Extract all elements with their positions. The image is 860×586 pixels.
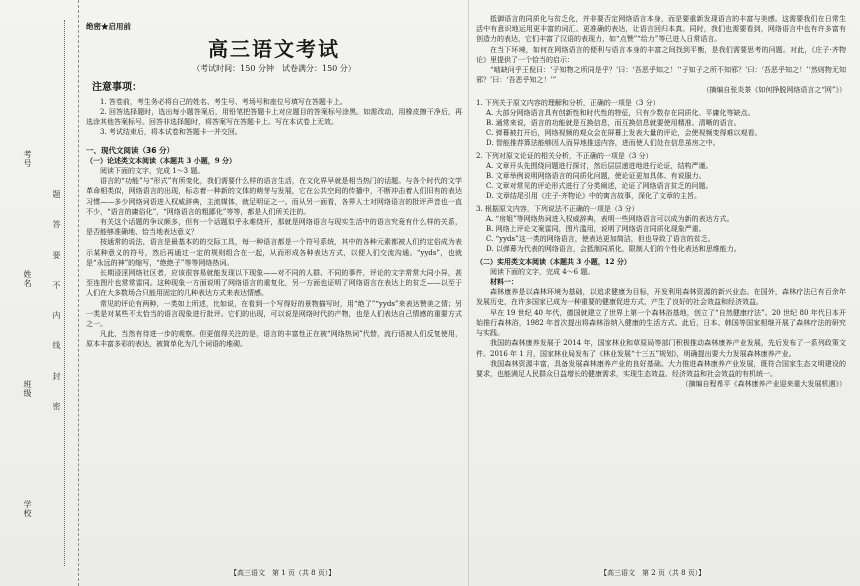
passage-paragraph: 长期浸淫网络社区者，应该很容易就能发现以下现象——对不同的人群、不同的事件，评论的文字常常大同小异，甚至连图片也常常雷同。这种现象一方面说明了网络语言的重复化，另一方面也证明了网络语言在表达上的贫乏——以至于人们在大多数场合只能用固定的几种表达方式来表达情感。 bbox=[86, 269, 462, 298]
option: B. 文章举例说明网络语言的同质化问题，使论证更加具体、有说服力。 bbox=[486, 172, 706, 181]
instruction: 阅读下面的文字，完成 1～3 题。 bbox=[100, 167, 205, 176]
seal-char: 要 bbox=[52, 250, 61, 259]
seal-char: 密 bbox=[52, 401, 61, 410]
secret-mark: 绝密★启用前 bbox=[86, 22, 131, 31]
question-1: 1. 下列关于原文内容的理解和分析，正确的一项是（3 分） bbox=[476, 98, 660, 107]
page-1-footer: 【高三语文 第 1 页（共 8 页）】 bbox=[230, 569, 336, 577]
material-label: 材料一： bbox=[490, 277, 518, 287]
instruction: 阅读下面的文字，完成 4～6 题。 bbox=[490, 267, 595, 276]
passage-paragraph: 凡此，当然有待进一步的观察。但更值得关注的是，语言的丰富性正在被“网络热词”代替，流行语被人们反复使用，原本丰富多彩的表达，被简单化为几个词语的堆砌。 bbox=[86, 330, 462, 349]
material-paragraph: 我国森林资源丰富，具备发展森林康养产业的良好基础。大力推进森林康养产业发展，既符合国家生态文明建设的要求，也能满足人民群众日益增长的健康需求，实现生态效益、经济效益和社会效益的有机统一。 bbox=[476, 359, 846, 378]
source-citation: （摘编自张炎茶《如何挣脱网络语言之“网”》） bbox=[702, 86, 846, 95]
seal-char: 内 bbox=[52, 311, 61, 320]
passage-quote: “啮缺问乎王倪曰：‘子知物之所同是乎？’曰：‘吾恶乎知之！’‘子知子之所不知邪？’曰：‘吾恶乎知之！’‘然则物无知邪？’曰：‘吾恶乎知之！’” bbox=[476, 66, 846, 85]
option: B. 网络上评论文案雷同，图片滥用，说明了网络语言同质化现象严重。 bbox=[486, 225, 706, 234]
material-paragraph: 早在 19 世纪 40 年代，德国就建立了世界上第一个森林浴基地，创立了“自然健康疗法”。20 世纪 80 年代日本开始推行森林浴，1982 年首次提出将森林浴纳入健康的生活方式。此后，日本、韩国等国家相继开展了森林疗法的研究与实践。 bbox=[476, 308, 846, 338]
subsection-heading: （一）论述类文本阅读（本题共 3 小题，9 分） bbox=[86, 155, 237, 165]
option: A. “房姐”等网络热词进入权威辞典，表明一些网络语言可以成为新的表达方式。 bbox=[486, 214, 734, 223]
notice-item: 3. 考试结束后，将本试卷和答题卡一并交回。 bbox=[100, 128, 242, 137]
page-2-footer: 【高三语文 第 2 页（共 8 页）】 bbox=[600, 569, 706, 577]
passage-paragraph: 抵御语言的同质化与贫乏化，并非要否定网络语言本身，而是要重新发现语言的丰富与美感。这需要我们在日常生活中有意识地运用更丰富的词汇、更准确的表达，让语言回归本真。同时，我们也需要看到，网络语言中也有许多富有创造力的表达，它们丰富了汉语的表现力，如“点赞”“给力”等已进入日常语言。 bbox=[476, 15, 846, 44]
exam-meta: （考试时间：150 分钟 试卷满分：150 分） bbox=[192, 64, 356, 74]
passage-paragraph: 常见的评论有两种，一类如上所述，比如说，在看到一个写得好的景物描写时，用“绝了”“yyds”来表达赞美之情；另一类是对某些不太恰当的语言现象进行批评。它们的出现，可以说是网络时代的产物，也是人们表达自己情感的重要方式之一。 bbox=[86, 299, 462, 329]
material-paragraph: 森林康养是以森林环境为基础，以追求健康为目标，开发利用森林资源的新兴业态。在国外，森林疗法已有百余年发展历史，在许多国家已成为一种重要的健康促进方式，产生了良好的社会效益和经济效益。 bbox=[476, 288, 846, 307]
exam-no-label: 考号 bbox=[23, 150, 32, 168]
option: B. 通常来说，语言的功能就是互换信息，而互换信息就要使用精准、清晰的语言。 bbox=[486, 119, 741, 128]
option: C. 文章对常见的评论形式进行了分类阐述，论证了网络语言贫乏的问题。 bbox=[486, 182, 713, 191]
option: A. 大部分网络语言具有创新性和时代性的特征，只有少数存在同质化、平庸化等缺点。 bbox=[486, 108, 755, 117]
passage-paragraph: 有关这个话题的争议颇多，但有一个话题似乎永难绕开，那就是网络语言与现实生活中的语言究竟有什么样的关系，是否能够准确地、恰当地表达意义？ bbox=[86, 218, 462, 237]
seal-line-text bbox=[52, 190, 62, 410]
seal-char: 封 bbox=[52, 371, 61, 380]
seal-char: 线 bbox=[52, 341, 61, 350]
passage-paragraph: 按通常的说法，语言是最基本的的交际工具，每一种语言都是一个符号系统，其中的各种元素都被人们约定俗成为表示某种意义的符号，然后再通过一定的规则组合在一起，从而形成各种表达方式，以便人们交流沟通。“yyds”，也就是“永远的神”的缩写，“绝绝子”等等网络热词。 bbox=[86, 238, 462, 267]
passage-paragraph: 语言的“功能”与“形式”有所变化，我们需要什么样的语言生活，在文化界早就是相当热门的话题。与各个时代的文学革命相类似，网络语言的出现，标志着一种新的文体的萌芽与发展，它在公共空间的传播中，不断冲击着人们旧有的表达习惯——多少网络词语进入权威辞典，主流媒体，就足明证之一。而从另一面看，各界人士对网络语言的批评声音也一直不少，“语言的庸俗化”，“网络语言的粗鄙化”等等，都是人们所关注的。 bbox=[86, 177, 462, 216]
section-heading: 一、现代文阅读（36 分） bbox=[86, 145, 175, 155]
notice-item: 2. 回答选择题时，选出每小题答案后，用铅笔把答题卡上对应题目的答案标号涂黑。如需改动，用橡皮擦干净后，再选涂其他答案标号。回答非选择题时，将答案写在答题卡上。写在本试卷上无效。 bbox=[86, 108, 462, 127]
seal-char: 题 bbox=[52, 190, 61, 198]
question-2: 2. 下列对原文论证的相关分析，不正确的一项是（3 分） bbox=[476, 151, 653, 160]
binding-line bbox=[64, 20, 65, 566]
material-paragraph: 我国的森林康养发展于 2014 年，国家林业和草原局等部门积极推动森林康养产业发展，先后发布了一系列政策文件。2016 年 1 月，国家林业局发布了《林业发展“十三五”规划》，明确提出要大力发展森林康养产业。 bbox=[476, 339, 846, 358]
option: C. “yyds”这一类的网络语言，使表达更加简洁，但也导致了语言的贫乏。 bbox=[486, 235, 715, 244]
option: D. 智能推荐算法能够因人而异地推送内容，进而使人们处在信息茧房之中。 bbox=[486, 139, 720, 148]
notice-heading: 注意事项： bbox=[92, 81, 142, 93]
source-citation: （摘编自程希平《森林康养产业迎来重大发展机遇》） bbox=[681, 380, 846, 389]
option: D. 文章结尾引用《庄子·齐物论》中的寓言故事，深化了文章的主旨。 bbox=[486, 192, 702, 201]
option: C. 弹幕被打开后，网络视频的观众会在屏幕上发表大量的评论，会使视频变得难以观看。 bbox=[486, 129, 762, 138]
seal-char: 答 bbox=[52, 220, 61, 229]
question-3: 3. 根据原文内容，下列说法不正确的一项是（3 分） bbox=[476, 204, 639, 213]
class-label: 班级 bbox=[23, 380, 32, 398]
option: A. 文章开头先围绕问题进行探讨，然后层层递进地进行论证，结构严谨。 bbox=[486, 161, 713, 170]
school-label: 学校 bbox=[23, 500, 32, 518]
page-1 bbox=[86, 14, 462, 350]
subsection-heading: （二）实用类文本阅读（本题共 3 小题，12 分） bbox=[476, 256, 631, 266]
binding-strip bbox=[0, 0, 79, 586]
page-fold bbox=[468, 0, 469, 586]
page-2 bbox=[476, 14, 846, 389]
name-label: 姓名 bbox=[23, 270, 32, 288]
option: D. 以弹幕为代表的网络语言，会抵制同质化，限制人们的个性化表达和思维能力。 bbox=[486, 245, 741, 254]
page-title: 高三语文考试 bbox=[208, 37, 340, 62]
notice-item: 1. 答卷前，考生务必将自己的姓名、考生号、考场号和座位号填写在答题卡上。 bbox=[100, 97, 347, 106]
seal-char: 不 bbox=[52, 280, 61, 289]
passage-paragraph: 在当下环境，如何在网络语言的便利与语言本身的丰富之间找到平衡，是我们需要思考的问题。对此，《庄子·齐物论》里提供了一个恰当的启示： bbox=[476, 45, 846, 64]
